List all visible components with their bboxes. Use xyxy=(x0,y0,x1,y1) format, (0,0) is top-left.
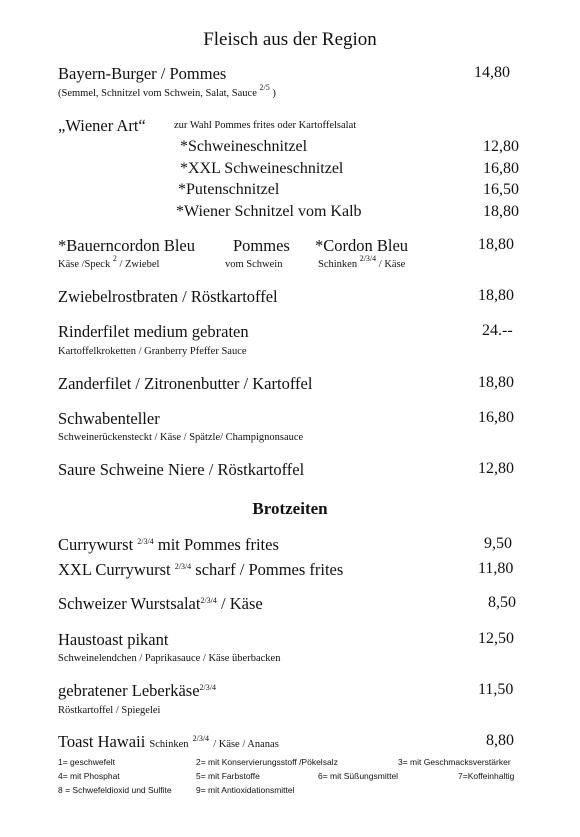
brotzeit-name: Toast Hawaii Schinken $^{2/3/4}$ / Käse / Ananas xyxy=(58,732,279,751)
menu-item-desc: (Semmel, Schnitzel vom Schwein, Salat, Sauce $^{2/5}$ ) xyxy=(58,83,276,99)
menu-item-name: Rinderfilet medium gebraten xyxy=(58,322,249,341)
footnote: 4= mit Phosphat xyxy=(58,771,120,781)
brotzeit-name: Currywurst $^{2/3/4}$ mit Pommes frites xyxy=(58,535,279,554)
wiener-option-name: *XXL Schweineschnitzel xyxy=(180,160,344,177)
section-title-fleisch: Fleisch aus der Region xyxy=(203,29,377,50)
menu-item-price: 24.-- xyxy=(482,322,513,339)
menu-item-price: 18,80 xyxy=(478,374,514,391)
footnote: 8 = Schwefeldioxid und Sulfite xyxy=(58,785,172,795)
menu-item-price: 14,80 xyxy=(474,64,510,81)
brotzeit-name: XXL Currywurst $^{2/3/4}$ scharf / Pommes frites xyxy=(58,560,344,579)
menu-item-name: Schwabenteller xyxy=(58,409,160,428)
cordon-sub2: vom Schwein xyxy=(225,259,283,270)
menu-item-price: 18,80 xyxy=(478,287,514,304)
brotzeit-name: Schweizer Wurstsalat$^{2/3/4}$ / Käse xyxy=(58,594,263,613)
section-title-brotzeiten: Brotzeiten xyxy=(252,499,328,518)
brotzeit-price: 9,50 xyxy=(484,535,512,552)
wiener-option-price: 16,80 xyxy=(483,160,519,177)
footnote: 6= mit Süßungsmittel xyxy=(318,771,399,781)
cordon-col2: Pommes xyxy=(233,236,290,255)
cordon-col3: *Cordon Bleu xyxy=(315,236,409,255)
footnote: 2= mit Konservierungsstoff /Pökelsalz xyxy=(196,757,338,767)
footnote: 9= mit Antioxidationsmittel xyxy=(196,785,295,795)
brotzeit-name: Haustoast pikant xyxy=(58,630,169,649)
wiener-option-name: *Wiener Schnitzel vom Kalb xyxy=(176,203,362,220)
brotzeit-name: gebratener Leberkäse$^{2/3/4}$ xyxy=(58,681,216,700)
menu-item-desc: Kartoffelkroketten / Granberry Pfeffer Sauce xyxy=(58,346,247,357)
cordon-sub1: Käse /Speck $^2$ / Zwiebel xyxy=(58,254,160,270)
cordon-col1: *Bauerncordon Bleu xyxy=(58,236,196,255)
brotzeit-price: 8,50 xyxy=(488,594,516,611)
wiener-option-name: *Schweineschnitzel xyxy=(180,138,308,155)
footnote: 5= mit Farbstoffe xyxy=(196,771,260,781)
allergen-sup: 2/5 xyxy=(259,83,270,92)
wiener-note: zur Wahl Pommes frites oder Kartoffelsalat xyxy=(174,120,357,131)
menu-item-price: 12,80 xyxy=(478,460,514,477)
brotzeit-price: 11,50 xyxy=(478,681,514,698)
cordon-sub3: Schinken $^{2/3/4}$ / Käse xyxy=(318,254,406,270)
menu-item-name: Zanderfilet / Zitronenbutter / Kartoffel xyxy=(58,374,313,393)
cordon-price: 18,80 xyxy=(478,236,514,253)
brotzeit-desc: Schweinelendchen / Paprikasauce / Käse überbacken xyxy=(58,653,281,664)
menu-item-desc: Schweinerückensteckt / Käse / Spätzle/ Champignonsauce xyxy=(58,432,304,443)
menu-item-price: 16,80 xyxy=(478,409,514,426)
wiener-title: „Wiener Art“ xyxy=(58,116,146,135)
brotzeit-price: 12,50 xyxy=(478,630,514,647)
menu-item-name: Saure Schweine Niere / Röstkartoffel xyxy=(58,460,305,479)
brotzeit-price: 11,80 xyxy=(478,560,514,577)
wiener-option-price: 18,80 xyxy=(483,203,519,220)
footnote: 3= mit Geschmacksverstärker xyxy=(398,757,511,767)
footnote: 7=Koffeinhaltig xyxy=(458,771,515,781)
wiener-option-name: *Putenschnitzel xyxy=(178,181,280,198)
menu-item-name: Zwiebelrostbraten / Röstkartoffel xyxy=(58,287,278,306)
wiener-option-price: 16,50 xyxy=(483,181,519,198)
menu-item-name: Bayern-Burger / Pommes xyxy=(58,64,227,83)
brotzeit-price: 8,80 xyxy=(486,732,514,749)
wiener-option-price: 12,80 xyxy=(483,138,519,155)
brotzeit-desc: Röstkartoffel / Spiegelei xyxy=(58,705,161,716)
footnote: 1= geschwefelt xyxy=(58,757,115,767)
